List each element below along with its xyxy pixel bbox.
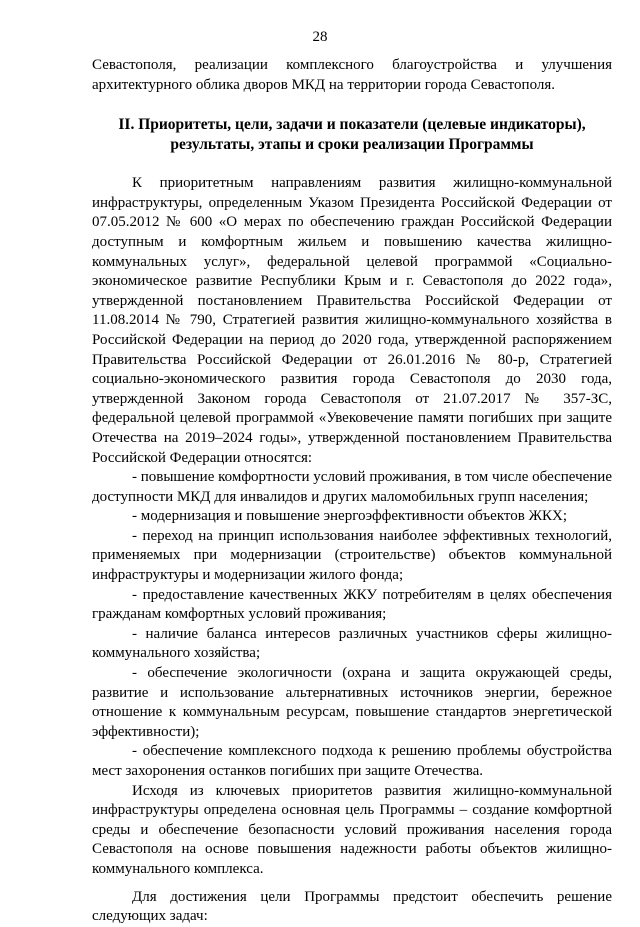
priority-item: - обеспечение экологичности (охрана и защита окружающей среды, развитие и использование альтернативных источников энергии, бережное отношение к коммунальным ресурсам, повышение стандартов энергетической эффективности); bbox=[92, 665, 612, 740]
intro-paragraph: К приоритетным направлениям развития жилищно-коммунальной инфраструктуры, определенным Указом Президента Российской Федерации от 07.05.2012 № 600 «О мерах по обеспечению граждан Российской Федерации доступным и комфортным жильем и повышению качества жилищно-коммунальных услуг», федеральной целевой программой «Социально-экономическое развитие Республики Крым и г. Севастополя до 2022 года», утвержденной постановлением Правительства Российской Федерации от 11.08.2014 № 790, Стратегией развития жилищно-коммунального хозяйства в Российской Федерации на период до 2020 года, утвержденной распоряжением Правительства Российской Федерации от 26.01.2016 № 80-р, Стратегией социально-экономического развития города Севастополя до 2030 года, утвержденной Законом города Севастополя от 21.07.2017 № 357-ЗС, федеральной целевой программой «Увековечение памяти погибших при защите Отечества на 2019–2024 годы», утвержденной постановлением Правительства Российской Федерации относятся: bbox=[92, 175, 612, 466]
section-heading-line-2: результаты, этапы и сроки реализации Программы bbox=[170, 136, 534, 154]
priority-item: - переход на принцип использования наиболее эффективных технологий, применяемых при модернизации (строительстве) объектов коммунальной инфраструктуры и модернизации жилого фонда; bbox=[92, 527, 612, 584]
continuation-paragraph: Севастополя, реализации комплексного благоустройства и улучшения архитектурного облика дворов МКД на территории города Севастополя. bbox=[92, 57, 612, 93]
section-heading-line-1: II. Приоритеты, цели, задачи и показатели (целевые индикаторы), bbox=[118, 116, 586, 134]
priority-item: - предоставление качественных ЖКУ потребителям в целях обеспечения гражданам комфортных условий проживания; bbox=[92, 586, 612, 623]
page-content bbox=[92, 56, 612, 927]
section-heading bbox=[92, 115, 612, 155]
goal-paragraph: Исходя из ключевых приоритетов развития жилищно-коммунальной инфраструктуры определена основная цель Программы – создание комфортной среды и обеспечение безопасности условий проживания населения города Севастополя на основе повышения надежности работы объектов жилищно-коммунального комплекса. bbox=[92, 782, 612, 877]
priority-item: - наличие баланса интересов различных участников сферы жилищно-коммунального хозяйства; bbox=[92, 625, 612, 662]
priority-item: - модернизация и повышение энергоэффективности объектов ЖКХ; bbox=[132, 508, 568, 525]
page-number: 28 bbox=[312, 29, 328, 45]
priority-item: - обеспечение комплексного подхода к решению проблемы обустройства мест захоронения останков погибших при защите Отечества. bbox=[92, 743, 612, 779]
tasks-paragraph: Для достижения цели Программы предстоит обеспечить решение следующих задач: bbox=[92, 888, 612, 925]
priority-item: - повышение комфортности условий проживания, в том числе обеспечение доступности МКД для инвалидов и других маломобильных групп населения; bbox=[92, 469, 612, 505]
